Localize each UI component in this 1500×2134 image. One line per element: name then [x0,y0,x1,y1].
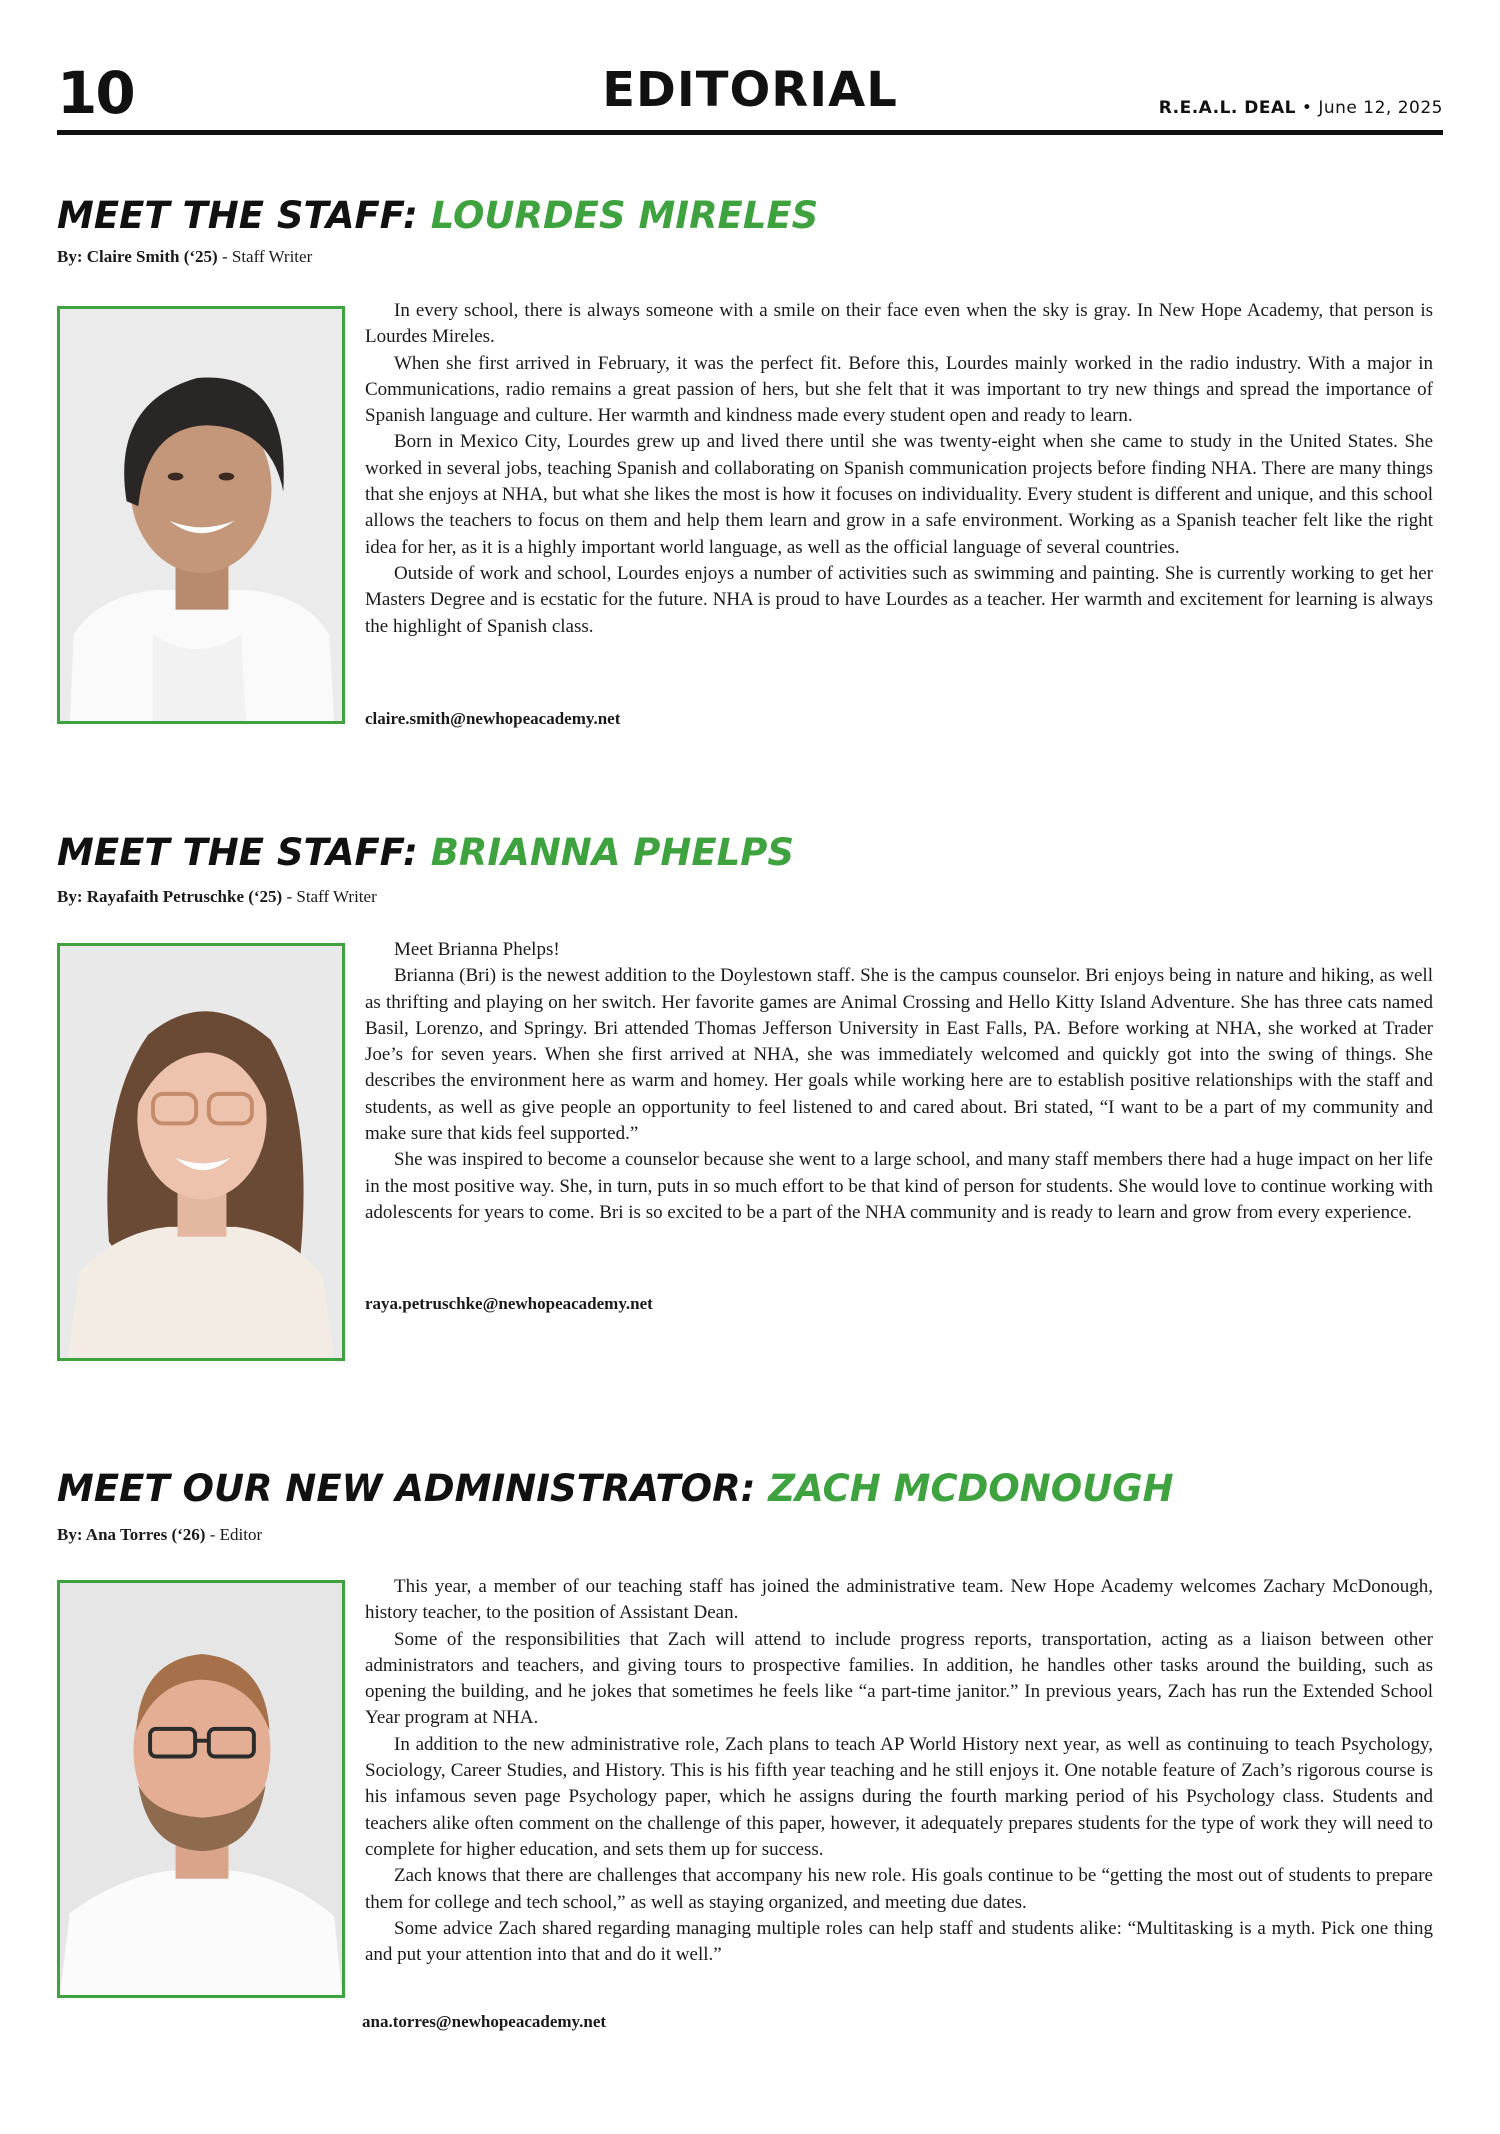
article-body [365,1574,1433,1968]
portrait-image [60,946,342,1358]
paragraph: When she first arrived in February, it was the perfect fit. Before this, Lourdes mainly worked in the radio industry. With a major in Communications, radio remains a great passion of hers, but she felt that it was important to try new things and spread the importance of Spanish language and culture. Her warmth and kindness made every student open and ready to learn. [365,352,1433,427]
headline-prefix: MEET THE STAFF: [57,831,431,874]
author-email[interactable]: claire.smith@newhopeacademy.net [365,709,621,728]
publication-name: R.E.A.L. DEAL [1158,98,1297,118]
issue-date: June 12, 2025 [1318,98,1443,118]
article-body [365,298,1433,640]
byline-role: - Editor [205,1525,263,1544]
byline-role: - Staff Writer [217,247,313,266]
paragraph: In addition to the new administrative role, Zach plans to teach AP World History next year, as well as continuing to teach Psychology, Sociology, Career Studies, and History. This is his fifth year teaching and he still enjoys it. One notable feature of Zach’s rigorous course is his infamous seven page Psychology paper, which he assigns during the fourth marking period of his Psychology class. Students and teachers alike often comment on the challenge of this paper, however, it adequately prepares students for the type of work they will need to complete for higher education, and sets them up for success. [365,1733,1433,1860]
byline-role: - Staff Writer [282,887,377,906]
paragraph: Some of the responsibilities that Zach will attend to include progress reports, transportation, acting as a liaison between other administrators and teachers, and giving tours to prospective families. In addition, he handles other tasks around the building, such as opening the building, and he jokes that sometimes he feels like “a part-time janitor.” In previous years, Zach has run the Extended School Year program at NHA. [365,1628,1433,1729]
section-title: EDITORIAL [602,62,898,118]
paragraph: Outside of work and school, Lourdes enjoys a number of activities such as swimming and painting. She is currently working to get her Masters Degree and is ecstatic for the future. NHA is proud to have Lourdes as a teacher. Her warmth and excitement for learning is always the highlight of Spanish class. [365,562,1433,637]
paragraph: Born in Mexico City, Lourdes grew up and lived there until she was twenty-eight when she came to study in the United States. She worked in several jobs, teaching Spanish and collaborating on Spanish communication projects before finding NHA. There are many things that she enjoys at NHA, but what she likes the most is how it focuses on individuality. Every student is different and unique, and this school allows the teachers to focus on them and help them learn and grow in a safe environment. Working as a Spanish teacher felt like the right idea for her, as it is a highly important world language, as well as the official language of several countries. [365,431,1433,558]
header-rule [57,130,1443,135]
byline [57,887,377,907]
paragraph: She was inspired to become a counselor because she went to a large school, and many staff members there had a huge impact on her life in the most positive way. She, in turn, puts in so much effort to be that kind of person for students. She would love to continue working with adolescents for years to come. Bri is so excited to be a part of the NHA community and is ready to learn and grow from every experience. [365,1149,1433,1223]
headline-name: ZACH MCDONOUGH [768,1467,1174,1510]
byline-author: By: Ana Torres (‘26) [57,1525,206,1544]
separator: • [1296,98,1319,118]
byline [57,1525,262,1545]
headline-name: LOURDES MIRELES [430,194,819,237]
article-headline [57,1467,1174,1510]
portrait-image [60,1583,342,1995]
paragraph: Some advice Zach shared regarding managing multiple roles can help staff and students alike: “Multitasking is a myth. Pick one thing and put your attention into that and do it well.” [365,1917,1433,1966]
paragraph: Meet Brianna Phelps! [394,939,560,960]
staff-photo [57,306,345,724]
headline-name: BRIANNA PHELPS [430,831,794,874]
headline-prefix: MEET THE STAFF: [57,194,431,237]
paragraph: In every school, there is always someone with a smile on their face even when the sky is gray. In New Hope Academy, that person is Lourdes Mireles. [365,300,1433,348]
author-email[interactable]: raya.petruschke@newhopeacademy.net [365,1294,653,1313]
byline-author: By: Claire Smith (‘25) [57,247,218,266]
headline-prefix: MEET OUR NEW ADMINISTRATOR: [57,1467,769,1510]
staff-photo [57,943,345,1361]
article-headline [57,831,794,874]
page-number: 10 [57,59,134,127]
staff-photo [57,1580,345,1998]
article-headline [57,194,819,237]
article-body [365,937,1433,1226]
paragraph: Zach knows that there are challenges that accompany his new role. His goals continue to be “getting the most out of students to prepare them for college and tech school,” as well as staying organized, and meeting due dates. [365,1865,1433,1913]
author-email[interactable]: ana.torres@newhopeacademy.net [362,2012,607,2031]
paragraph: This year, a member of our teaching staff has joined the administrative team. New Hope Academy welcomes Zachary McDonough, history teacher, to the position of Assistant Dean. [365,1576,1433,1624]
byline-author: By: Rayafaith Petruschke (‘25) [57,887,283,906]
portrait-image [60,309,342,721]
paragraph: Brianna (Bri) is the newest addition to the Doylestown staff. She is the campus counselor. Bri enjoys being in nature and hiking, as well as thrifting and playing on her switch. Her favorite games are Animal Crossing and Hello Kitty Island Adventure. She has three cats named Basil, Lorenzo, and Springy. Bri attended Thomas Jefferson University in East Falls, PA. Before working at NHA, she worked at Trader Joe’s for seven years. When she first arrived at NHA, she was immediately welcomed and quickly got into the swing of things. She describes the environment here as warm and homey. Her goals while working here are to establish positive relationships with the staff and students, as well as give people an opportunity to feel listened to and cared about. Bri stated, “I want to be a part of my community and make sure that kids feel supported.” [365,965,1433,1145]
publication-info [1159,98,1443,118]
byline [57,247,312,267]
